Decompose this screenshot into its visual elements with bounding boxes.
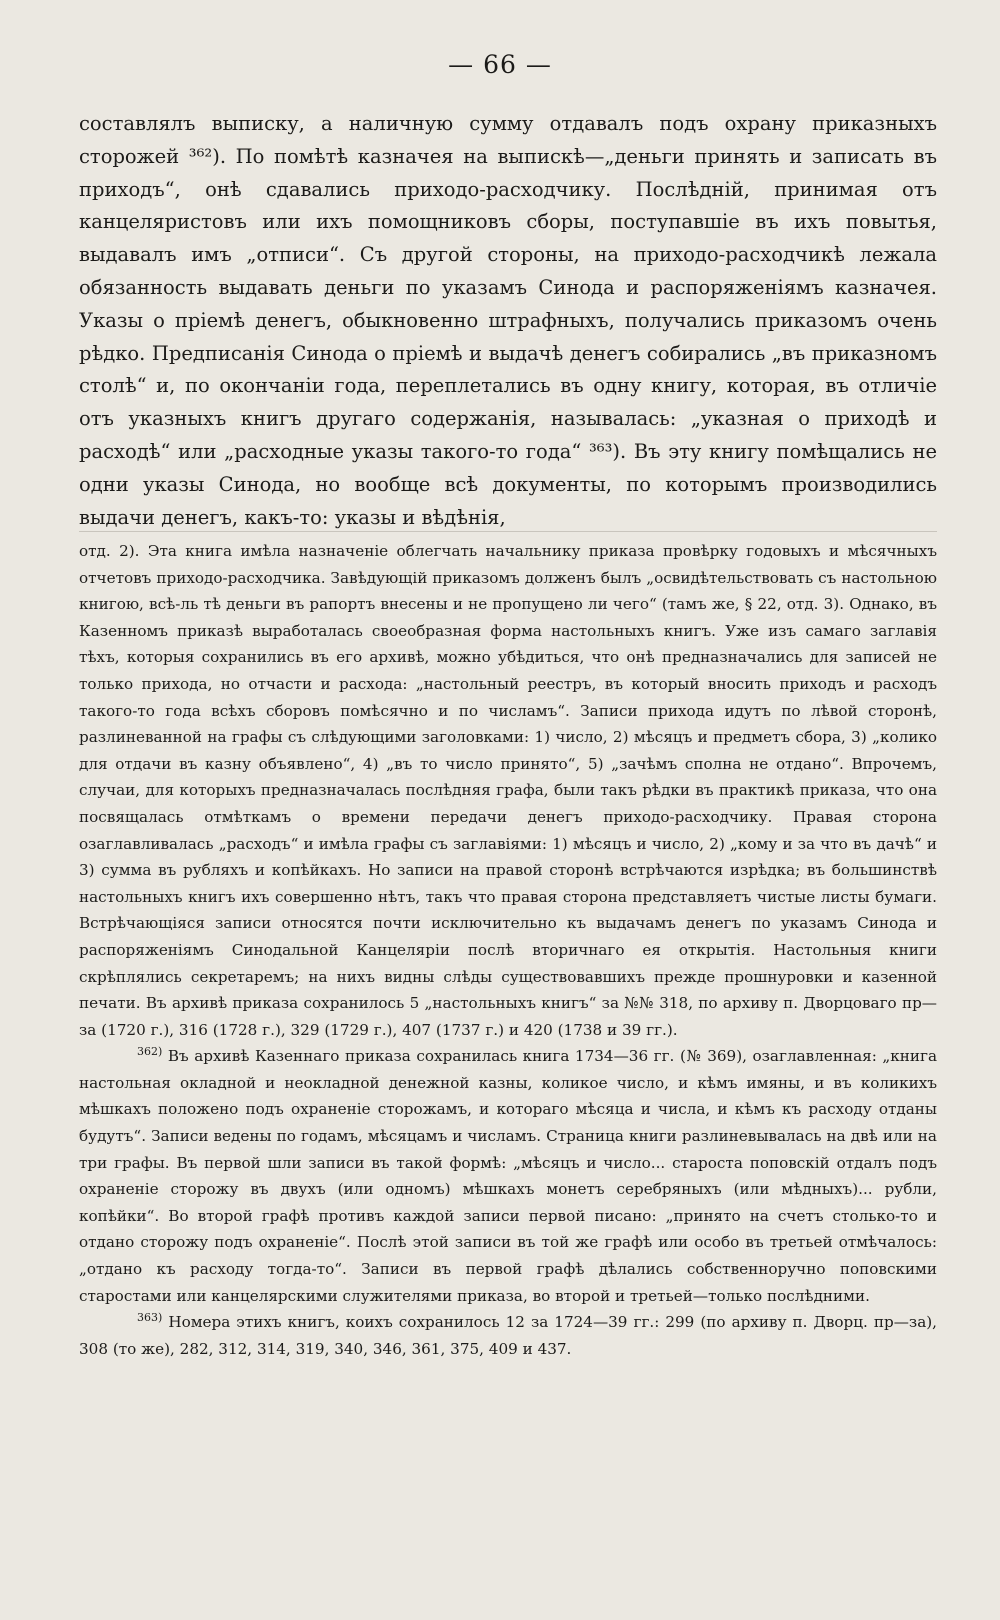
- footnotes: [79, 538, 937, 1362]
- footnote-number-363: 363): [137, 1311, 163, 1325]
- footnote-362: [79, 1043, 937, 1309]
- footnote-divider: [79, 531, 937, 532]
- footnote-363: [79, 1309, 937, 1362]
- footnote-text-362: Въ архивѣ Казеннаго приказа сохранилась книга 1734—36 гг. (№ 369), озаглавленная: „книга настольная окладной и неокладной денежной казны, коликое число, и кѣмъ имяны, и въ коликихъ мѣшкахъ положено подъ охраненіе сторожамъ, и котораго мѣсяца и числа, и кѣмъ къ расходу отданы будутъ“. Записи ведены по годамъ, мѣсяцамъ и числамъ. Страница книги разлиневывалась на двѣ или на три графы. Въ первой шли записи въ такой формѣ: „мѣсяцъ и число... староста поповскій отдалъ подъ охраненіе сторожу въ двухъ (или одномъ) мѣшкахъ монетъ серебряныхъ (или мѣдныхъ)... рубли, копѣйки“. Во второй графѣ противъ каждой записи первой писано: „принято на счетъ столько-то и отдано сторожу подъ охраненіе“. Послѣ этой записи въ той же графѣ или особо въ третьей отмѣчалось: „отдано къ расходу тогда-то“. Записи въ первой графѣ дѣлались собственноручно поповскими старостами или канцелярскими служителями приказа, во второй и третьей—только послѣдними.: [79, 1047, 938, 1305]
- footnote-continued: отд. 2). Эта книга имѣла назначеніе облегчать начальнику приказа провѣрку годовыхъ и мѣсячныхъ отчетовъ приходо-расходчика. Завѣдующій приказомъ долженъ былъ „освидѣтельствовать съ настольною книгою, всѣ-ль тѣ деньги въ рапортъ внесены и не пропущено ли чего“ (тамъ же, § 22, отд. 3). Однако, въ Казенномъ приказѣ выработалась своеобразная форма настольныхъ книгъ. Уже изъ самаго заглавія тѣхъ, которыя сохранились въ его архивѣ, можно убѣдиться, что онѣ предназначались для записей не только прихода, но отчасти и расхода: „настольный реестръ, въ который вносить приходъ и расходъ такого-то года всѣхъ сборовъ помѣсячно и по числамъ“. Записи прихода идутъ по лѣвой сторонѣ, разлиневанной на графы съ слѣдующими заголовками: 1) число, 2) мѣсяцъ и предметъ сбора, 3) „колико для отдачи въ казну объявлено“, 4) „въ то число принято“, 5) „зачѣмъ сполна не отдано“. Впрочемъ, случаи, для которыхъ предназначалась послѣдняя графа, были такъ рѣдки въ практикѣ приказа, что она посвящалась отмѣткамъ о времени передачи денегъ приходо-расходчику. Правая сторона озаглавливалась „расходъ“ и имѣла графы съ заглавіями: 1) мѣсяцъ и число, 2) „кому и за что въ дачѣ“ и 3) сумма въ рубляхъ и копѣйкахъ. Но записи на правой сторонѣ встрѣчаются изрѣдка; въ большинствѣ настольныхъ книгъ ихъ совершенно нѣтъ, такъ что правая сторона представляетъ чистые листы бумаги. Встрѣчающіяся записи относятся почти исключительно къ выдачамъ денегъ по указамъ Синода и распоряженіямъ Синодальной Канцеляріи послѣ вторичнаго ея открытія. Настольныя книги скрѣплялись секретаремъ; на нихъ видны слѣды существовавшихъ прежде прошнуровки и казенной печати. Въ архивѣ приказа сохранилось 5 „настольныхъ книгъ“ за №№ 318, по архиву п. Дворцоваго пр—за (1720 г.), 316 (1728 г.), 329 (1729 г.), 407 (1737 г.) и 420 (1738 и 39 гг.).: [79, 542, 937, 1039]
- main-text: [79, 108, 937, 534]
- footnote-number-362: 362): [137, 1045, 163, 1059]
- main-paragraph: составлялъ выписку, а наличную сумму отдавалъ подъ охрану приказныхъ сторожей ³⁶²). По помѣтѣ казначея на выпискѣ—„деньги принять и записать въ приходъ“, онѣ сдавались приходо-расходчику. Послѣдній, принимая отъ канцеляристовъ или ихъ помощниковъ сборы, поступавшіе въ ихъ повытья, выдавалъ имъ „отписи“. Съ другой стороны, на приходо-расходчикѣ лежала обязанность выдавать деньги по указамъ Синода и распоряженіямъ казначея. Указы о пріемѣ денегъ, обыкновенно штрафныхъ, получались приказомъ очень рѣдко. Предписанія Синода о пріемѣ и выдачѣ денегъ собирались „въ приказномъ столѣ“ и, по окончаніи года, переплетались въ одну книгу, которая, въ отличіе отъ указныхъ книгъ другаго содержанія, называлась: „указная о приходѣ и расходѣ“ или „расходные указы такого-то года“ ³⁶³). Въ эту книгу помѣщались не одни указы Синода, но вообще всѣ документы, по которымъ производились выдачи денегъ, какъ-то: указы и вѣдѣнія,: [79, 112, 937, 529]
- page-number: — 66 —: [448, 50, 552, 79]
- footnote-text-363: Номера этихъ книгъ, коихъ сохранилось 12 за 1724—39 гг.: 299 (по архиву п. Дворц. пр—за), 308 (то же), 282, 312, 314, 319, 340, 346, 361, 375, 409 и 437.: [79, 1313, 938, 1358]
